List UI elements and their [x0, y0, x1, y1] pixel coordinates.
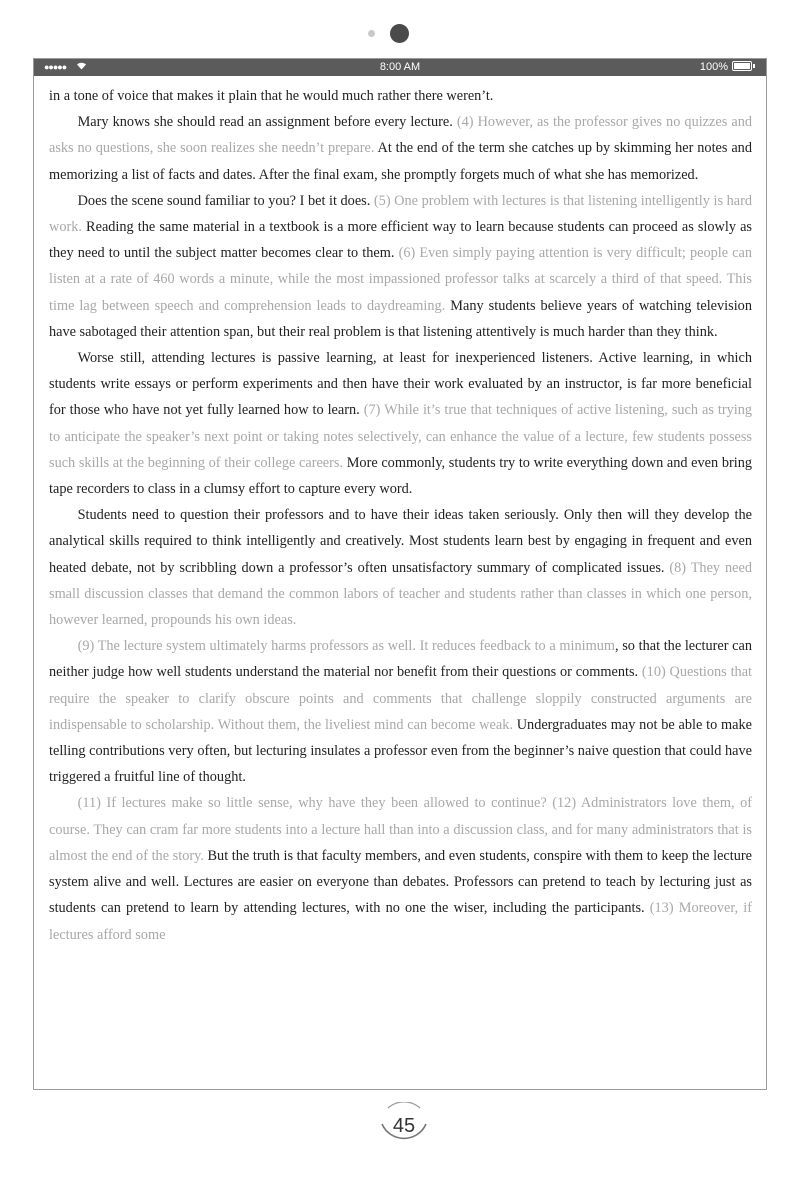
sentence: At the end of the term she catches up by skimming her notes and memorizing a list of facts and dates. After the final exam, she promptly forgets much of what she has memorized. — [49, 140, 752, 183]
paragraph — [49, 633, 752, 790]
sentence: But the truth is that faculty members, and even students, conspire with them to keep the lecture system alive and well. Lectures are easier on everyone than debates. Professors can pretend to teach by lecturing just as students can pretend to learn by attending lectures, with no one the wiser, including the participants. — [49, 847, 753, 917]
paragraph — [49, 790, 752, 947]
faint-sentence: (8) They need small discussion classes that demand the common labors of teacher and students rather than classes in which one person, however learned, propounds his own ideas. — [49, 559, 752, 629]
sentence: Undergraduates may not be able to make telling contributions very often, but lecturing insulates a professor even from the beginner’s naive question that could have triggered a fruitful line of thought. — [49, 716, 752, 786]
sentence: Worse still, attending lectures is passive learning, at least for inexperienced listeners. Active learning, in which students write essays or perform experiments and then have their work evaluated by an instructor, is far more beneficial for those who have not yet fully learned how to learn. — [49, 350, 752, 419]
sentence: More commonly, students try to write everything down and even bring tape recorders to class in a clumsy effort to capture every word. — [49, 454, 752, 498]
device-screen — [33, 58, 767, 1090]
camera-lens-icon — [390, 24, 409, 43]
faint-sentence: (7) While it’s true that techniques of active listening, such as trying to anticipate the speaker’s next point or taking notes selectively, can enhance the value of a lecture, few students possess such skills at the beginning of their college careers. — [49, 402, 752, 471]
faint-sentence: (9) The lecture system ultimately harms professors as well. It reduces feedback to a minimum — [77, 638, 615, 655]
book-page-text — [34, 76, 766, 948]
faint-sentence: (13) Moreover, if lectures afford some — [49, 900, 752, 943]
sentence: in a tone of voice that makes it plain that he would much rather there weren’t. — [49, 88, 494, 104]
sentence: Many students believe years of watching television have sabotaged their attention span, but their real problem is that listening attentively is much harder than they think. — [49, 297, 752, 340]
page-number: 45 — [392, 1115, 416, 1137]
paragraph — [49, 83, 752, 109]
faint-sentence: (11) If lectures make so little sense, why have they been allowed to continue? (12) Administrators love them, of course. They can cram far more students into a lecture hall than into a discussion class, and for many administrators that is almost the end of the story. — [49, 795, 752, 864]
battery-icon — [732, 61, 752, 71]
camera-sensor-icon — [368, 30, 375, 37]
sentence: Students need to question their professors and to have their ideas taken seriously. Only then will they develop the analytical skills required to think intelligently and creatively. Most students learn best by engaging in frequent and even heated debate, not by scribbling down a professor’s often unsatisfactory summary of complicated issues. — [49, 507, 752, 576]
battery-percent: 100% — [699, 61, 728, 73]
sentence: Reading the same material in a textbook is a more efficient way to learn because students can proceed as slowly as they need to until the subject matter becomes clear to them. — [49, 219, 752, 262]
paragraph — [49, 502, 752, 633]
paragraph — [49, 345, 752, 502]
faint-sentence: (4) However, as the professor gives no quizzes and asks no questions, she soon realizes she needn’t prepare. — [49, 114, 752, 157]
status-time: 8:00 AM — [379, 61, 421, 73]
paragraph — [49, 188, 752, 345]
faint-sentence: (10) Questions that require the speaker to clarify obscure points and comments that challenge sloppily constructed arguments are indispensable to scholarship. Without them, the liveliest mind can become weak. — [49, 664, 753, 733]
sentence: Does the scene sound familiar to you? I bet it does. — [77, 192, 374, 209]
front-camera — [0, 22, 800, 46]
paragraph — [49, 109, 752, 188]
signal-strength-icon: ●●●●● — [44, 62, 67, 72]
battery-indicator — [700, 59, 752, 76]
status-bar — [34, 59, 766, 76]
faint-sentence: (5) One problem with lectures is that listening intelligently is hard work. — [49, 192, 753, 236]
page-number-badge — [378, 1102, 430, 1156]
sentence: Mary knows she should read an assignment before every lecture. — [77, 114, 457, 131]
faint-sentence: (6) Even simply paying attention is very difficult; people can listen at a rate of 460 words a minute, while the most impassioned professor talks at scarcely a third of that speed. This time lag between speech and comprehension leads to daydreaming. — [49, 245, 752, 314]
sentence: , so that the lecturer can neither judge how well students understand the material nor benefit from their questions or comments. — [49, 638, 752, 681]
